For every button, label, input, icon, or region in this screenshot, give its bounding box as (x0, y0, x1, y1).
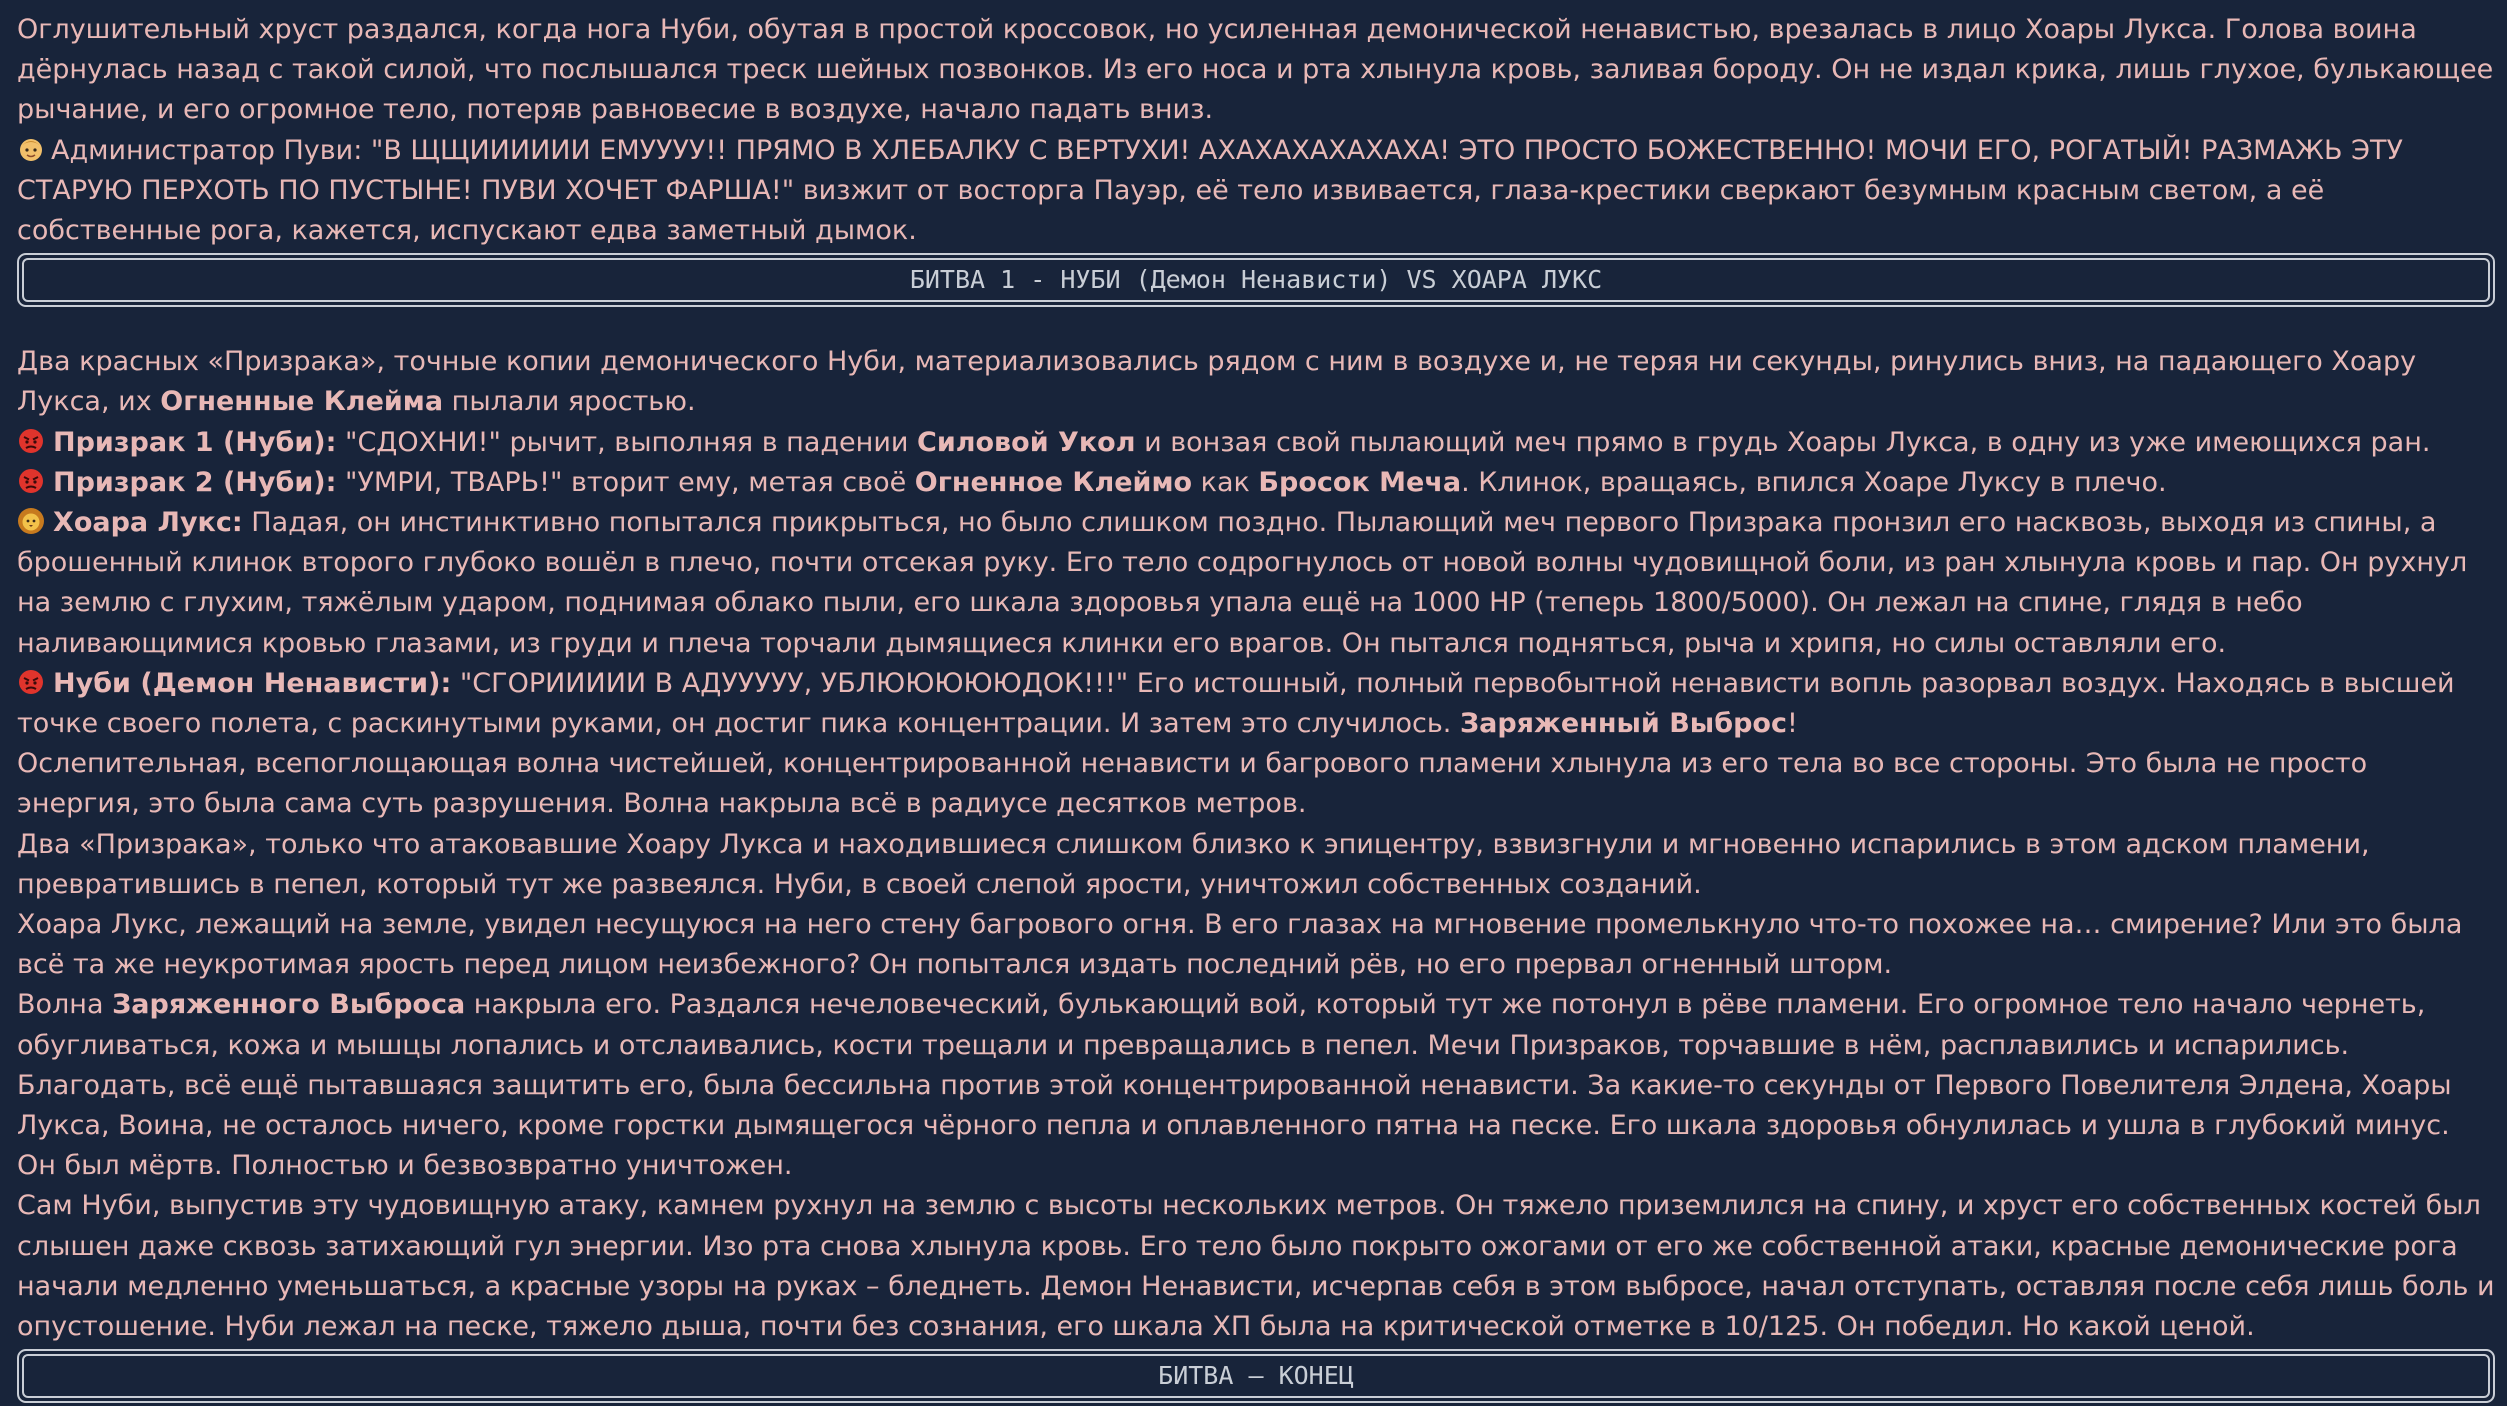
ghost2-text: как (1192, 466, 1259, 498)
battle-start-banner (17, 253, 2495, 307)
battle-end-title: БИТВА – КОНЕЦ (1158, 1361, 1354, 1391)
nubi-line (17, 664, 2495, 744)
hoara-name: Хоара Лукс: (53, 507, 243, 539)
ghost2-line (17, 463, 2495, 503)
narration-text: пылали яростью. (443, 386, 696, 418)
skill-name: Заряженный Выброс (1459, 708, 1787, 740)
chat-transcript (17, 10, 2495, 1405)
narration-text: накрыла его. Раздался нечеловеческий, булькающий вой, который тут же потонул в рёве пламени. Его огромное тело начало чернеть, обугливаться, кожа и мышцы лопались и отслаивались, кости трещали и превращались в пепел. Мечи Призраков, торчавшие в нём, расплавились и испарились. Благодать, всё ещё пытавшаяся защитить его, была бессильна против этой концентрированной ненависти. За какие-то секунды от Первого Повелителя Элдена, Хоары Лукса, Воина, не осталось ничего, кроме горстки дымящегося чёрного пепла и оплавленного пятна на песке. Его шкала здоровья обнулилась и ушла в глубокий минус. Он был мёртв. Полностью и безвозвратно уничтожен. (17, 989, 2452, 1182)
nubi-name: Нуби (Демон Ненависти): (53, 667, 452, 699)
child-face-emoji-icon (17, 135, 45, 163)
narration-hoara-sees: Хоара Лукс, лежащий на земле, увидел несущуюся на него стену багрового огня. В его глазах на мгновение промелькнуло что-то похожее на… смирение? Или это была всё та же неукротимая ярость перед лицом неизбежного? Он попытался издать последний рёв, но его прервал огненный шторм. (17, 909, 2463, 981)
skill-name: Бросок Меча (1258, 466, 1462, 498)
skill-name: Огненное Клеймо (914, 466, 1193, 498)
narration-ghosts-burn: Два «Призрака», только что атаковавшие Хоару Лукса и находившиеся слишком близко к эпицентру, взвизгнули и мгновенно испарились в этом адском пламени, превратившись в пепел, который тут же развеялся. Нуби, в своей слепой ярости, уничтожил собственных созданий. (17, 828, 2370, 900)
skill-name: Заряженного Выброса (112, 989, 466, 1021)
ghost1-name: Призрак 1 (Нуби): (53, 426, 337, 458)
nubi-text: "СГОРИИИИИ В АДУУУУУ, УБЛЮЮЮЮЮДОК!!!" Его истошный, полный первобытной ненависти вопль разорвал воздух. Находясь в высшей точке своего полета, с раскинутыми руками, он достиг пика концентрации. И затем это случилось. (17, 667, 2455, 740)
nubi-text: ! (1786, 708, 1798, 740)
narration-nubi-falls: Сам Нуби, выпустив эту чудовищную атаку, камнем рухнул на землю с высоты нескольких метров. Он тяжело приземлился на спину, и хруст его собственных костей был слышен даже сквозь затихающий гул энергии. Изо рта снова хлынула кровь. Его тело было покрыто ожогами от его же собственной атаки, красные демонические рога начали медленно уменьшаться, а красные узоры на руках – бледнеть. Демон Ненависти, исчерпав себя в этом выбросе, начал отступать, оставляя после себя лишь боль и опустошение. Нуби лежал на песке, тяжело дыша, почти без сознания, его шкала ХП была на критической отметке в 10/125. Он победил. Но какой ценой. (17, 1190, 2495, 1343)
skill-name: Силовой Укол (917, 426, 1136, 458)
ghost2-text: . Клинок, вращаясь, впился Хоаре Луксу в плечо. (1461, 466, 2167, 498)
angry-face-emoji-icon (17, 467, 45, 495)
narration-text: Волна (17, 989, 113, 1021)
narration-ghosts (17, 342, 2495, 422)
admin-message (17, 131, 2495, 252)
lion-face-emoji-icon (17, 507, 45, 535)
ghost2-text: "УМРИ, ТВАРЬ!" вторит ему, метая своё (336, 466, 915, 498)
hoara-line (17, 503, 2495, 664)
angry-face-emoji-icon (17, 427, 45, 455)
spacer (17, 309, 2495, 342)
battle-start-title: БИТВА 1 - НУБИ (Демон Ненависти) VS ХОАРА ЛУКС (909, 265, 1603, 295)
narration-hoara-death (17, 985, 2495, 1186)
hoara-text: Падая, он инстинктивно попытался прикрыться, но было слишком поздно. Пылающий меч первого Призрака пронзил его насквозь, выходя из спины, а брошенный клинок второго глубоко вошёл в плечо, почти отсекая руку. Его тело содрогнулось от новой волны чудовищной боли, из ран хлынула кровь и пар. Он рухнул на землю с глухим, тяжёлым ударом, поднимая облако пыли, его шкала здоровья упала ещё на 1000 HP (теперь 1800/5000). Он лежал на спине, глядя в небо наливающимися кровью глазами, из груди и плеча торчали дымящиеся клинки его врагов. Он пытался подняться, рыча и хрипя, но силы оставляли его. (17, 507, 2468, 659)
ghost1-text: и вонзая свой пылающий меч прямо в грудь Хоары Лукса, в одну из уже имеющихся ран. (1135, 426, 2431, 458)
ghost1-text: "СДОХНИ!" рычит, выполняя в падении (336, 426, 917, 458)
ghost1-line (17, 423, 2495, 463)
angry-face-emoji-icon (17, 668, 45, 696)
narration-wave: Ослепительная, всепоглощающая волна чистейшей, концентрированной ненависти и багрового пламени хлынула из его тела во все стороны. Это была не просто энергия, это была сама суть разрушения. Волна накрыла всё в радиусе десятков метров. (17, 748, 2368, 820)
battle-end-banner (17, 1349, 2495, 1403)
ghost2-name: Призрак 2 (Нуби): (53, 466, 337, 498)
admin-message-text: Администратор Пуви: "В ЩЩИИИИИИ ЕМУУУУ!! ПРЯМО В ХЛЕБАЛКУ С ВЕРТУХИ! АХАХАХАХАХАХА! ЭТО ПРОСТО БОЖЕСТВЕННО! МОЧИ ЕГО, РОГАТЫЙ! РАЗМАЖЬ ЭТУ СТАРУЮ ПЕРХОТЬ ПО ПУСТЫНЕ! ПУВИ ХОЧЕТ ФАРША!" визжит от восторга Пауэр, её тело извивается, глаза-крестики сверкают безумным красным светом, а её собственные рога, кажется, испускают едва заметный дымок. (17, 134, 2403, 247)
skill-name: Огненные Клейма (160, 386, 444, 418)
narration-text: Два красных «Призрака», точные копии демонического Нуби, материализовались рядом с ним в воздухе и, не теряя ни секунды, ринулись вниз, на падающего Хоару Лукса, их (17, 346, 2417, 418)
narration-intro: Оглушительный хруст раздался, когда нога Нуби, обутая в простой кроссовок, но усиленная демонической ненавистью, врезалась в лицо Хоары Лукса. Голова воина дёрнулась назад с такой силой, что послышался треск шейных позвонков. Из его носа и рта хлынула кровь, заливая бороду. Он не издал крика, лишь глухое, булькающее рычание, и его огромное тело, потеряв равновесие в воздухе, начало падать вниз. (17, 14, 2494, 126)
